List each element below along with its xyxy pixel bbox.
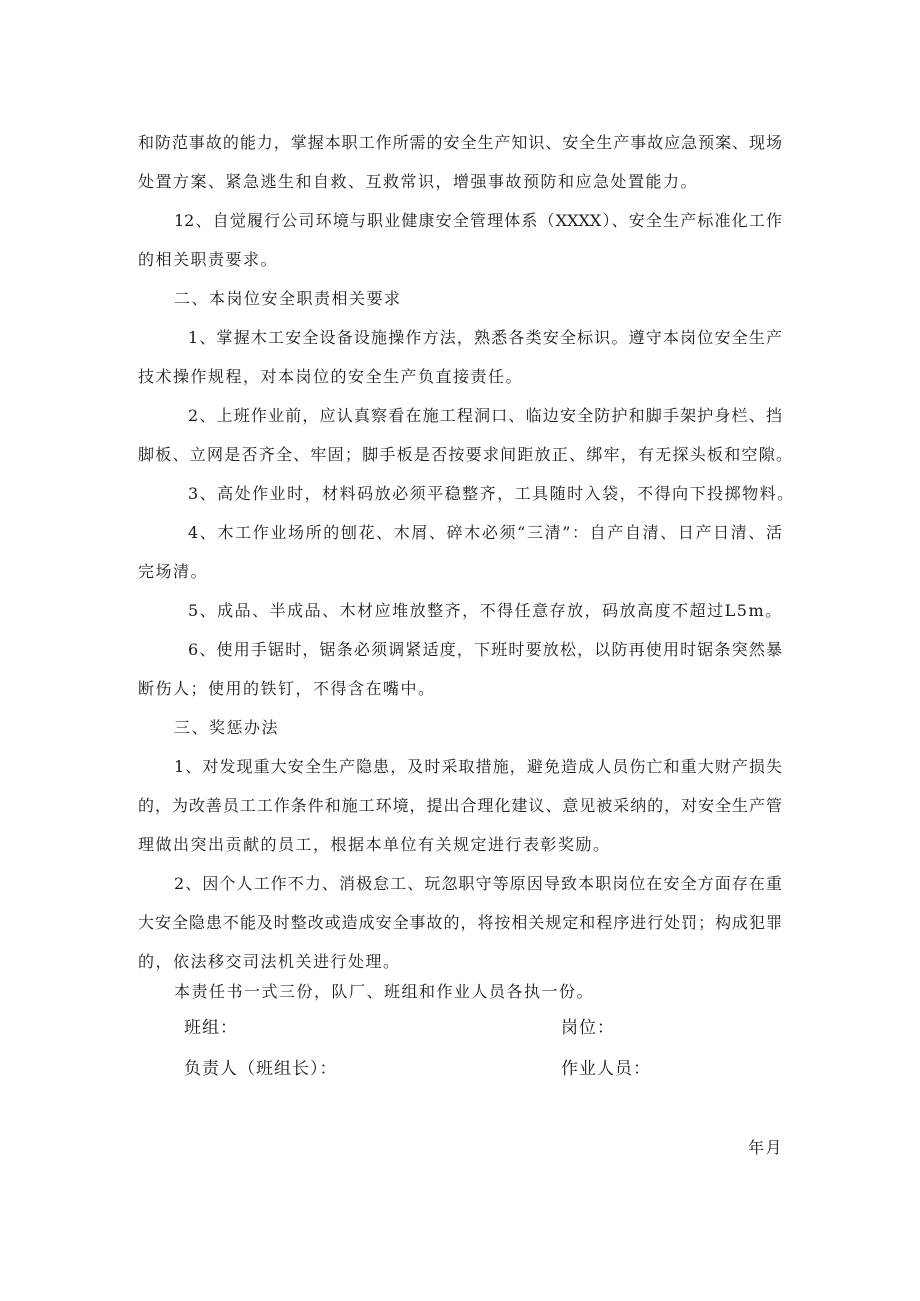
- team-label: 班组：: [184, 1018, 238, 1038]
- paragraph-line: 理做出突出贡献的员工，根据本单位有关规定进行表彰奖励。: [138, 835, 611, 854]
- paragraph-line: 6、使用手锯时，锯条必须调紧适度，下班时要放松，以防再使用时锯条突然暴: [188, 640, 782, 659]
- post-label: 岗位：: [561, 1018, 615, 1038]
- paragraph-line: 5、成品、半成品、木材应堆放整齐，不得任意存放，码放高度不超过L5m。: [188, 601, 783, 620]
- paragraph-line: 和防范事故的能力，掌握本职工作所需的安全生产知识、安全生产事故应急预案、现场: [138, 133, 782, 152]
- paragraph-line: 的，依法移交司法机关进行处理。: [138, 952, 401, 971]
- paragraph-line: 完场清。: [138, 562, 209, 581]
- section-heading: 三、奖惩办法: [174, 718, 280, 737]
- paragraph-line: 脚板、立网是否齐全、牢固；脚手板是否按要求间距放正、绑牢，有无探头板和空隙。: [138, 445, 792, 464]
- paragraph-line: 的相关职责要求。: [138, 250, 279, 269]
- paragraph-line: 断伤人；使用的铁钉，不得含在嘴中。: [138, 679, 436, 698]
- paragraph-line: 2、上班作业前，应认真察看在施工程洞口、临边安全防护和脚手架护身栏、挡: [188, 406, 782, 425]
- paragraph-line: 大安全隐患不能及时整改或造成安全事故的，将按相关规定和程序进行处罚；构成犯罪: [138, 913, 782, 932]
- leader-label: 负责人（班组长）：: [184, 1059, 338, 1079]
- paragraph-line: 的，为改善员工工作条件和施工环境，提出合理化建议、意见被采纳的，对安全生产管: [138, 796, 782, 815]
- paragraph-line: 4、木工作业场所的刨花、木屑、碎木必须“三清”：自产自清、日产日清、活: [188, 523, 782, 542]
- paragraph-line: 2、因个人工作不力、消极怠工、玩忽职守等原因导致本职岗位在安全方面存在重: [174, 874, 782, 893]
- paragraph-line: 12、自觉履行公司环境与职业健康安全管理体系（XXXX）、安全生产标准化工作: [174, 211, 782, 230]
- paragraph-line: 技术操作规程，对本岗位的安全生产负直接责任。: [138, 367, 524, 386]
- date-label: 年月: [748, 1138, 784, 1157]
- paragraph-line: 1、对发现重大安全生产隐患，及时采取措施，避免造成人员伤亡和重大财产损失: [174, 757, 782, 776]
- worker-label: 作业人员：: [561, 1059, 651, 1079]
- paragraph-line: 3、高处作业时，材料码放必须平稳整齐，工具随时入袋，不得向下投掷物料。: [188, 484, 795, 503]
- paragraph-line: 1、掌握木工安全设备设施操作方法，熟悉各类安全标识。遵守本岗位安全生产: [188, 328, 782, 347]
- paragraph-line: 本责任书一式三份，队厂、班组和作业人员各执一份。: [174, 982, 595, 1001]
- section-heading: 二、本岗位安全职责相关要求: [174, 289, 402, 308]
- paragraph-line: 处置方案、紧急逃生和自救、互救常识，增强事故预防和应急处置能力。: [138, 172, 699, 191]
